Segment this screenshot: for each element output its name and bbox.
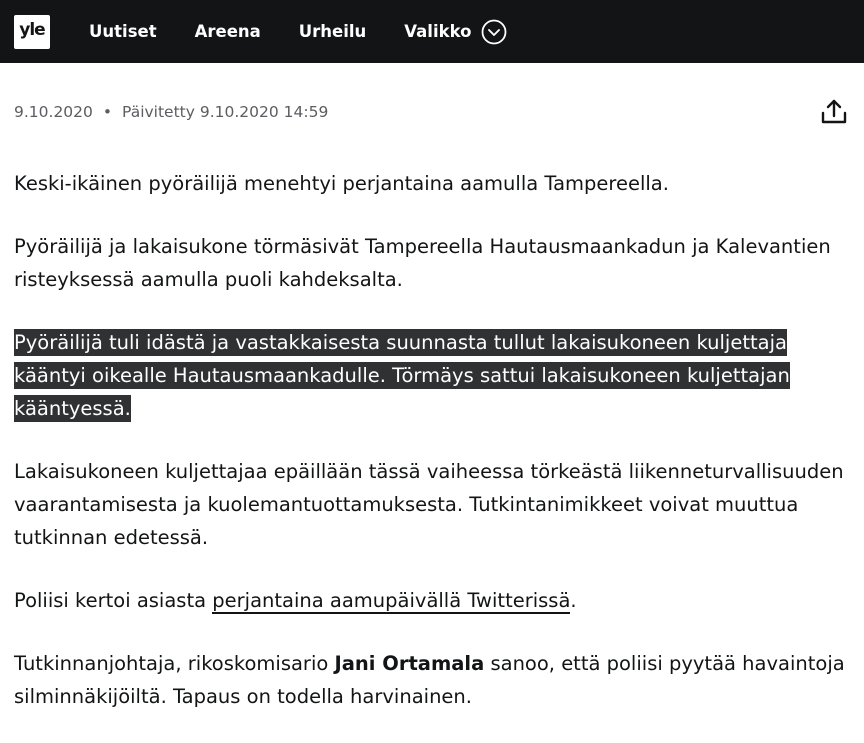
nav-item-label: Areena <box>194 22 261 41</box>
article-paragraph-3 <box>14 326 854 425</box>
person-name: Jani Ortamala <box>334 652 485 675</box>
article-paragraph-6 <box>14 647 854 713</box>
nav-item-label: Urheilu <box>298 22 367 41</box>
article-meta <box>14 103 328 121</box>
article-paragraph-4: Lakaisukoneen kuljettajaa epäillään tässä vaiheessa törkeästä liikenneturvallisuuden vaarantamisesta ja kuolemantuottamuksesta. Tutkintanimikkeet voivat muuttua tutkinnan edetessä. <box>14 460 844 549</box>
yle-logo[interactable]: yle <box>14 15 50 49</box>
meta-separator: • <box>102 103 113 121</box>
article-paragraph-2: Pyöräilijä ja lakaisukone törmäsivät Tampereella Hautausmaankadun ja Kalevantien risteyksessä aamulla puoli kahdeksalta. <box>14 235 831 291</box>
nav-item-label: Uutiset <box>89 22 157 41</box>
selected-text[interactable]: Pyöräilijä tuli idästä ja vastakkaisesta suunnasta tullut lakaisukoneen kuljettaja kääntyi oikealle Hautausmaankadulle. Törmäys sattui lakaisukoneen kuljettajan kääntyessä. <box>14 331 790 420</box>
updated-date: Päivitetty 9.10.2020 14:59 <box>122 103 329 121</box>
published-date: 9.10.2020 <box>14 103 93 121</box>
nav-item-areena[interactable] <box>195 22 261 41</box>
paragraph-text: sanoo, että poliisi pyytää havaintoja silminnäkijöiltä. Tapaus on todella harvinainen. <box>14 652 845 708</box>
nav-item-valikko[interactable] <box>404 19 507 45</box>
article-paragraph-5 <box>14 584 854 617</box>
nav-item-label: Valikko <box>404 22 472 41</box>
top-navigation-bar <box>0 0 864 63</box>
chevron-down-circle-icon <box>481 19 507 45</box>
nav-item-uutiset[interactable] <box>89 22 157 41</box>
article-body <box>14 167 854 743</box>
paragraph-text: Poliisi kertoi asiasta <box>14 589 213 612</box>
paragraph-text: . <box>570 589 577 612</box>
article-paragraph-1: Keski-ikäinen pyöräilijä menehtyi perjantaina aamulla Tampereella. <box>14 172 669 195</box>
twitter-link[interactable]: perjantaina aamupäivällä Twitterissä <box>212 589 571 612</box>
nav-item-urheilu[interactable] <box>299 22 367 41</box>
share-upload-icon[interactable] <box>820 98 848 126</box>
paragraph-text: Tutkinnanjohtaja, rikoskomisario <box>14 652 335 675</box>
